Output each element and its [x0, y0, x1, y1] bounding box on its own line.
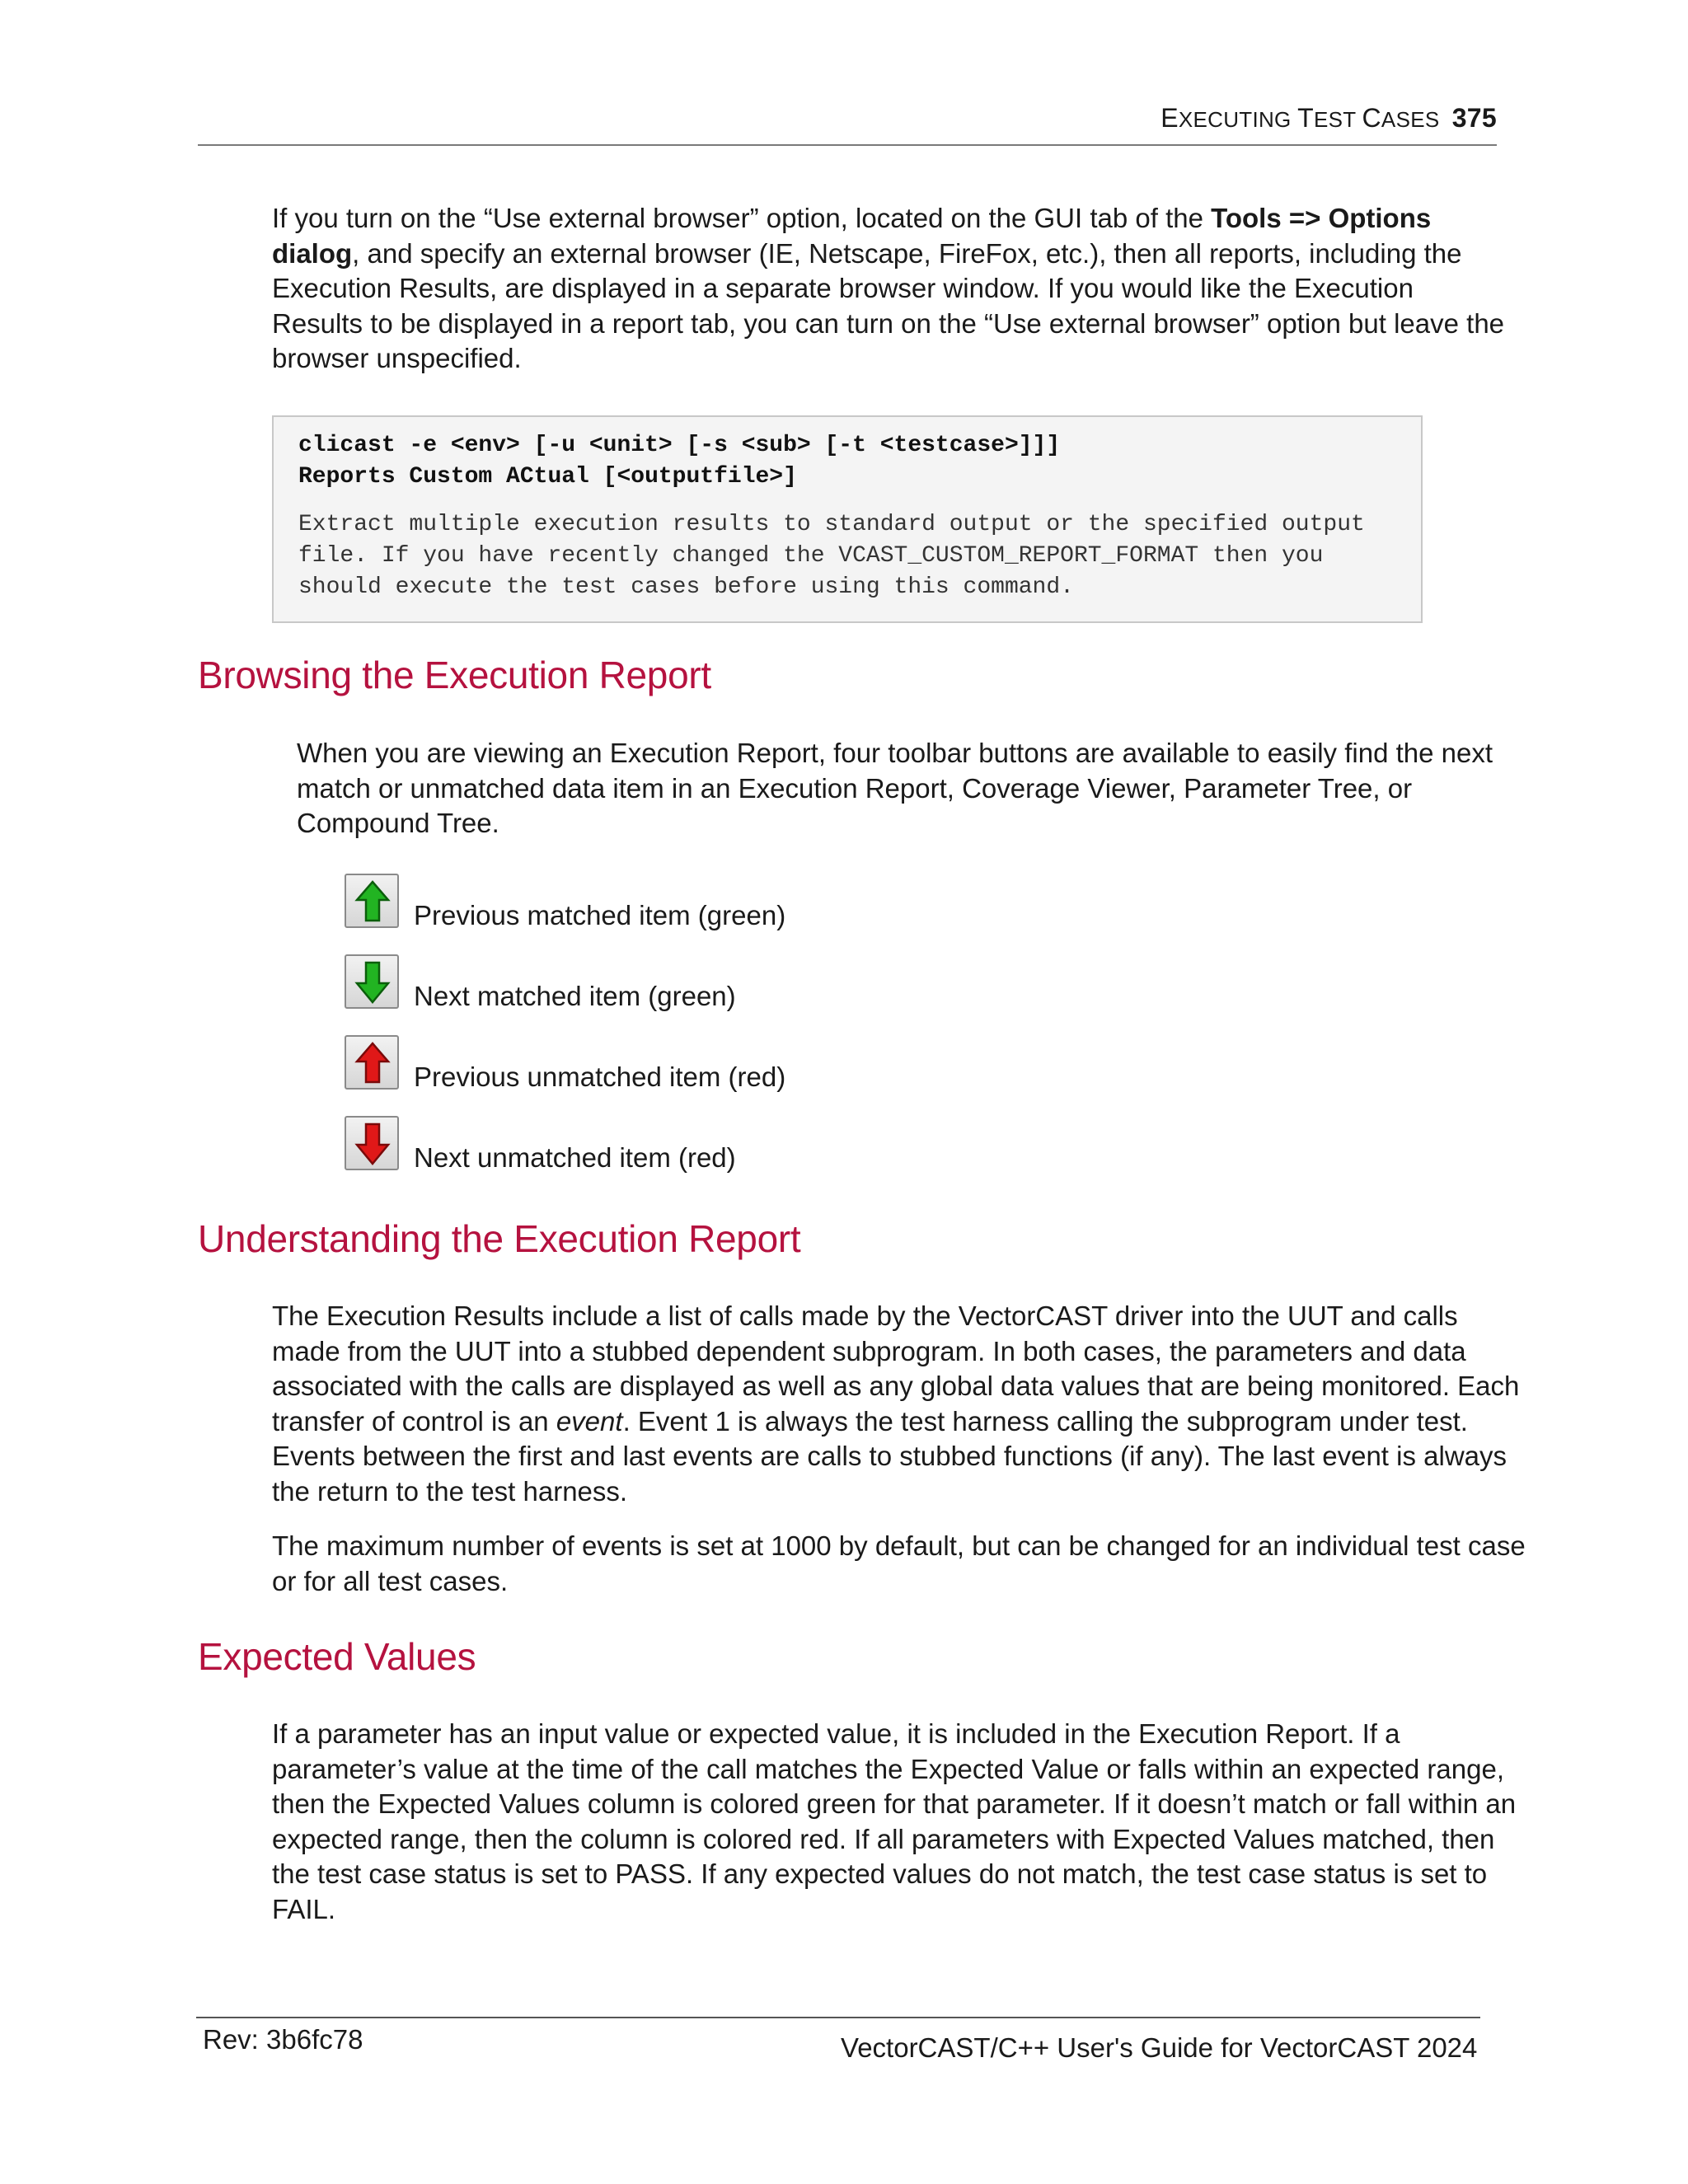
red-down-arrow-icon [354, 1122, 392, 1166]
expected-values-paragraph: If a parameter has an input value or expected value, it is included in the Execution Report. If a parameter’s value at the time of the call matches the Expected Value or falls within an expected range, then the Expected Values column is colored green for that parameter. If it doesn’t match or fall within an expected range, then the column is colored red. If all parameters with Expected Values matched, then the test case status is set to PASS. If any expected values do not match, the test case status is set to FAIL. [272, 1718, 1517, 1924]
next-matched-button[interactable] [345, 954, 399, 1009]
footer-divider [196, 2017, 1480, 2018]
green-down-arrow-icon [354, 960, 392, 1005]
understanding-paragraph-1: The Execution Results include a list of calls made by the VectorCAST driver into the UUT and calls made from the UUT into a stubbed dependent subprogram. In both cases, the parameters and data associated with the calls are displayed as well as any global data values that are being monitored. Each transfer of control is an event. Event 1 is always the test harness calling the subprogram under test. Events between the first and last events are calls to stubbed functions (if any). The last event is always the return to the test harness. [272, 1301, 1520, 1507]
intro-paragraph: If you turn on the “Use external browser” option, located on the GUI tab of the Tools => Options dialog, and specify an external browser (IE, Netscape, FireFox, etc.), then all reports, including the Execution Results, are displayed in a separate browser window. If you would like the Execution Results to be displayed in a report tab, you can turn on the “Use external browser” option but leave the browser unspecified. [272, 203, 1505, 373]
heading-understanding: Understanding the Execution Report [198, 1217, 801, 1260]
header-title: EXECUTING TEST CASES [1160, 103, 1440, 133]
previous-matched-label: Previous matched item (green) [414, 900, 786, 930]
next-unmatched-button[interactable] [345, 1116, 399, 1170]
green-up-arrow-icon [354, 879, 392, 924]
heading-browsing: Browsing the Execution Report [198, 654, 711, 696]
command-syntax: clicast -e <env> [-u <unit> [-s <sub> [-t <testcase>]]] Reports Custom ACtual [<outputfile>] [298, 433, 1061, 490]
tools-options-menu-path: Tools => Options [1211, 203, 1432, 233]
previous-matched-button[interactable] [345, 874, 399, 928]
header-divider [198, 144, 1497, 146]
next-unmatched-label: Next unmatched item (red) [414, 1142, 736, 1173]
understanding-paragraph-2: The maximum number of events is set at 1000 by default, but can be changed for an individual test case or for all test cases. [272, 1530, 1526, 1596]
red-up-arrow-icon [354, 1041, 392, 1085]
footer-guide-title: VectorCAST/C++ User's Guide for VectorCAST 2024 [841, 2032, 1478, 2063]
previous-unmatched-label: Previous unmatched item (red) [414, 1062, 786, 1092]
next-matched-label: Next matched item (green) [414, 981, 736, 1011]
page-number: 375 [1451, 103, 1497, 133]
heading-expected-values: Expected Values [198, 1635, 476, 1678]
browsing-paragraph: When you are viewing an Execution Report, four toolbar buttons are available to easily find the next match or unmatched data item in an Execution Report, Coverage Viewer, Parameter Tree, or Compound Tree. [297, 738, 1493, 838]
command-code-box [272, 415, 1423, 623]
event-term: event [556, 1405, 623, 1436]
running-header [198, 103, 1497, 134]
command-description: Extract multiple execution results to standard output or the specified output file. If you have recently changed the VCAST_CUSTOM_REPORT_FORMAT then you should execute the test cases before using this command. [298, 512, 1365, 600]
previous-unmatched-button[interactable] [345, 1035, 399, 1090]
footer-revision: Rev: 3b6fc78 [203, 2024, 363, 2055]
